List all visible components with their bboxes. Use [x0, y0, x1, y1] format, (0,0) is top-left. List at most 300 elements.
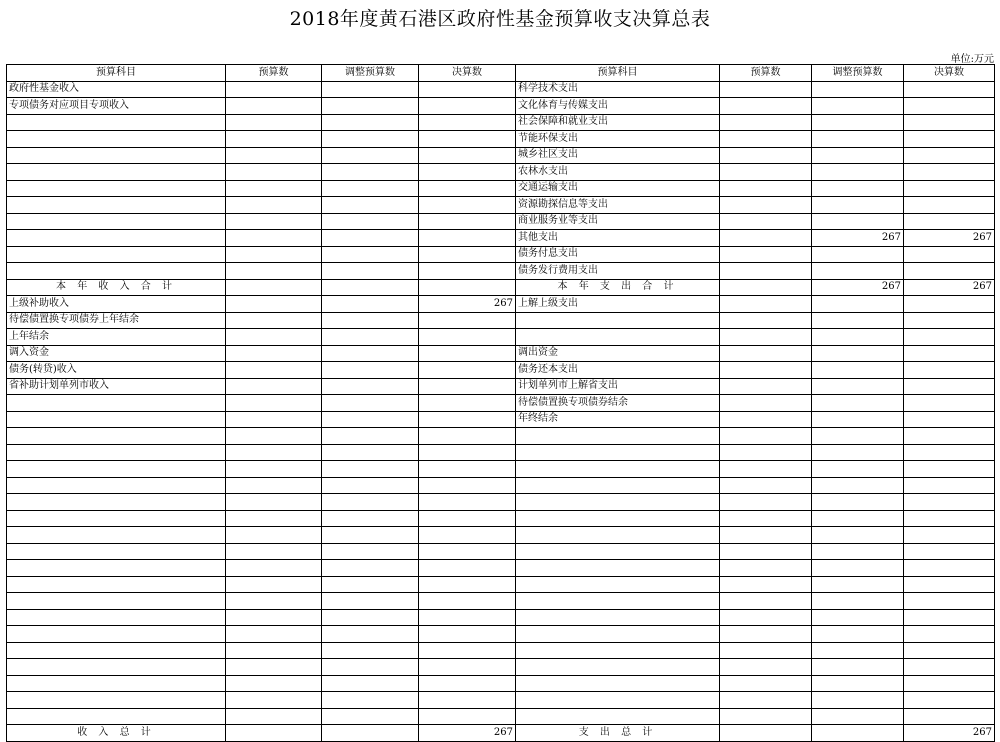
cell-income-adjusted	[322, 230, 419, 247]
cell-expense-final	[904, 114, 995, 131]
cell-expense-final	[904, 263, 995, 280]
cell-income-budget	[226, 147, 322, 164]
table-row	[7, 246, 995, 263]
cell-expense-subject	[516, 444, 720, 461]
cell-income-adjusted	[322, 626, 419, 643]
cell-income-budget	[226, 494, 322, 511]
cell-income-adjusted	[322, 147, 419, 164]
cell-expense-adjusted	[812, 362, 904, 379]
cell-expense-final	[904, 147, 995, 164]
cell-income-budget	[226, 164, 322, 181]
table-row	[7, 296, 995, 313]
cell-income-final	[419, 246, 516, 263]
cell-expense-adjusted	[812, 296, 904, 313]
cell-expense-adjusted: 267	[812, 230, 904, 247]
cell-expense-adjusted	[812, 510, 904, 527]
cell-income-subject	[7, 164, 226, 181]
table-row	[7, 279, 995, 296]
cell-income-budget	[226, 279, 322, 296]
header-expense-adjusted: 调整预算数	[812, 65, 904, 82]
header-income-subject: 预算科目	[7, 65, 226, 82]
cell-income-budget	[226, 197, 322, 214]
cell-income-adjusted	[322, 527, 419, 544]
header-row	[7, 65, 995, 82]
cell-income-final	[419, 560, 516, 577]
table-row	[7, 543, 995, 560]
cell-expense-final	[904, 329, 995, 346]
cell-expense-subject	[516, 593, 720, 610]
cell-income-final	[419, 395, 516, 412]
cell-income-adjusted	[322, 362, 419, 379]
cell-expense-adjusted	[812, 131, 904, 148]
table-row	[7, 675, 995, 692]
cell-expense-adjusted	[812, 593, 904, 610]
cell-income-adjusted	[322, 461, 419, 478]
cell-expense-subject	[516, 659, 720, 676]
cell-expense-budget	[720, 164, 812, 181]
cell-income-final	[419, 527, 516, 544]
cell-expense-adjusted	[812, 494, 904, 511]
cell-income-adjusted	[322, 246, 419, 263]
cell-expense-subject	[516, 708, 720, 725]
cell-income-budget	[226, 230, 322, 247]
cell-income-budget	[226, 576, 322, 593]
cell-income-budget	[226, 312, 322, 329]
cell-income-final	[419, 378, 516, 395]
cell-income-subject	[7, 708, 226, 725]
cell-income-adjusted	[322, 180, 419, 197]
cell-income-subject	[7, 659, 226, 676]
cell-income-adjusted	[322, 395, 419, 412]
cell-expense-adjusted	[812, 477, 904, 494]
cell-expense-budget	[720, 560, 812, 577]
cell-income-budget	[226, 725, 322, 742]
table-row	[7, 81, 995, 98]
table-row	[7, 213, 995, 230]
cell-income-subject	[7, 642, 226, 659]
cell-expense-budget	[720, 197, 812, 214]
cell-income-subject	[7, 692, 226, 709]
table-row	[7, 593, 995, 610]
budget-table	[6, 64, 995, 742]
cell-expense-subject	[516, 312, 720, 329]
cell-expense-final	[904, 560, 995, 577]
cell-expense-final	[904, 692, 995, 709]
cell-expense-final	[904, 411, 995, 428]
cell-income-budget	[226, 378, 322, 395]
cell-income-final	[419, 642, 516, 659]
cell-expense-adjusted	[812, 213, 904, 230]
cell-income-budget	[226, 692, 322, 709]
cell-expense-final	[904, 378, 995, 395]
cell-expense-final	[904, 444, 995, 461]
cell-income-budget	[226, 246, 322, 263]
table-row	[7, 642, 995, 659]
cell-income-adjusted	[322, 197, 419, 214]
cell-expense-budget	[720, 329, 812, 346]
cell-income-subject: 省补助计划单列市收入	[7, 378, 226, 395]
cell-expense-adjusted	[812, 98, 904, 115]
cell-expense-subject	[516, 461, 720, 478]
cell-income-final	[419, 147, 516, 164]
cell-expense-adjusted	[812, 81, 904, 98]
cell-income-final	[419, 279, 516, 296]
cell-expense-budget	[720, 411, 812, 428]
cell-expense-adjusted: 267	[812, 279, 904, 296]
cell-expense-adjusted	[812, 378, 904, 395]
cell-income-subject: 收 入 总 计	[7, 725, 226, 742]
cell-income-final	[419, 444, 516, 461]
cell-income-adjusted	[322, 213, 419, 230]
cell-income-subject	[7, 461, 226, 478]
table-row	[7, 164, 995, 181]
cell-expense-budget	[720, 494, 812, 511]
cell-expense-budget	[720, 428, 812, 445]
cell-income-subject	[7, 560, 226, 577]
cell-expense-adjusted	[812, 164, 904, 181]
cell-income-budget	[226, 560, 322, 577]
cell-income-final	[419, 510, 516, 527]
cell-expense-adjusted	[812, 246, 904, 263]
cell-income-budget	[226, 98, 322, 115]
cell-income-final	[419, 230, 516, 247]
cell-income-budget	[226, 708, 322, 725]
cell-income-adjusted	[322, 279, 419, 296]
cell-expense-budget	[720, 279, 812, 296]
cell-expense-subject: 农林水支出	[516, 164, 720, 181]
cell-expense-budget	[720, 378, 812, 395]
cell-expense-final	[904, 296, 995, 313]
cell-income-subject	[7, 180, 226, 197]
cell-income-final	[419, 593, 516, 610]
cell-income-budget	[226, 263, 322, 280]
cell-expense-final	[904, 510, 995, 527]
cell-income-subject	[7, 213, 226, 230]
cell-income-final	[419, 411, 516, 428]
table-row	[7, 477, 995, 494]
cell-income-adjusted	[322, 576, 419, 593]
cell-income-adjusted	[322, 510, 419, 527]
cell-income-final	[419, 345, 516, 362]
cell-expense-adjusted	[812, 659, 904, 676]
cell-expense-subject: 计划单列市上解省支出	[516, 378, 720, 395]
cell-income-budget	[226, 395, 322, 412]
cell-expense-subject	[516, 675, 720, 692]
cell-income-adjusted	[322, 131, 419, 148]
cell-income-adjusted	[322, 428, 419, 445]
cell-income-final	[419, 543, 516, 560]
cell-income-final	[419, 164, 516, 181]
cell-income-adjusted	[322, 725, 419, 742]
cell-expense-subject	[516, 510, 720, 527]
cell-income-final	[419, 362, 516, 379]
cell-expense-budget	[720, 543, 812, 560]
cell-income-budget	[226, 527, 322, 544]
cell-income-adjusted	[322, 708, 419, 725]
cell-income-subject	[7, 246, 226, 263]
table-row	[7, 626, 995, 643]
cell-expense-adjusted	[812, 197, 904, 214]
cell-income-adjusted	[322, 609, 419, 626]
cell-expense-subject	[516, 527, 720, 544]
cell-income-subject: 上年结余	[7, 329, 226, 346]
cell-income-adjusted	[322, 560, 419, 577]
cell-income-adjusted	[322, 81, 419, 98]
cell-expense-final	[904, 642, 995, 659]
cell-expense-subject: 节能环保支出	[516, 131, 720, 148]
cell-expense-budget	[720, 345, 812, 362]
cell-income-final	[419, 477, 516, 494]
cell-expense-adjusted	[812, 395, 904, 412]
cell-income-subject	[7, 675, 226, 692]
cell-expense-final	[904, 477, 995, 494]
table-row	[7, 197, 995, 214]
cell-income-final	[419, 675, 516, 692]
cell-income-subject	[7, 428, 226, 445]
cell-income-subject: 政府性基金收入	[7, 81, 226, 98]
cell-expense-budget	[720, 461, 812, 478]
cell-income-final	[419, 263, 516, 280]
table-row	[7, 98, 995, 115]
table-row	[7, 263, 995, 280]
table-row	[7, 180, 995, 197]
cell-income-adjusted	[322, 114, 419, 131]
table-row	[7, 725, 995, 742]
cell-income-subject	[7, 263, 226, 280]
cell-income-budget	[226, 659, 322, 676]
cell-income-final: 267	[419, 296, 516, 313]
cell-income-subject	[7, 626, 226, 643]
cell-expense-subject	[516, 428, 720, 445]
cell-expense-budget	[720, 527, 812, 544]
cell-expense-budget	[720, 395, 812, 412]
cell-expense-budget	[720, 692, 812, 709]
cell-income-final	[419, 98, 516, 115]
cell-income-final	[419, 114, 516, 131]
cell-expense-budget	[720, 263, 812, 280]
cell-expense-budget	[720, 246, 812, 263]
cell-expense-final	[904, 626, 995, 643]
page-title: 2018年度黄石港区政府性基金预算收支决算总表	[289, 8, 711, 30]
cell-expense-final	[904, 131, 995, 148]
cell-income-subject	[7, 527, 226, 544]
cell-income-budget	[226, 114, 322, 131]
table-row	[7, 692, 995, 709]
cell-income-budget	[226, 461, 322, 478]
header-expense-final: 决算数	[904, 65, 995, 82]
cell-expense-final	[904, 98, 995, 115]
cell-income-budget	[226, 296, 322, 313]
cell-expense-budget	[720, 708, 812, 725]
cell-income-budget	[226, 477, 322, 494]
cell-expense-adjusted	[812, 560, 904, 577]
cell-income-adjusted	[322, 543, 419, 560]
cell-income-final	[419, 494, 516, 511]
table-row	[7, 510, 995, 527]
cell-income-final	[419, 329, 516, 346]
table-row	[7, 131, 995, 148]
table-row	[7, 659, 995, 676]
cell-expense-subject	[516, 576, 720, 593]
cell-income-adjusted	[322, 329, 419, 346]
cell-income-adjusted	[322, 411, 419, 428]
cell-income-adjusted	[322, 345, 419, 362]
cell-expense-budget	[720, 659, 812, 676]
cell-income-subject: 上级补助收入	[7, 296, 226, 313]
cell-income-subject: 待偿债置换专项债券上年结余	[7, 312, 226, 329]
cell-expense-final	[904, 246, 995, 263]
cell-expense-adjusted	[812, 543, 904, 560]
cell-income-subject: 债务(转贷)收入	[7, 362, 226, 379]
cell-income-subject: 调入资金	[7, 345, 226, 362]
cell-expense-subject: 债务发行费用支出	[516, 263, 720, 280]
cell-expense-final	[904, 81, 995, 98]
cell-expense-adjusted	[812, 527, 904, 544]
cell-expense-adjusted	[812, 675, 904, 692]
cell-expense-budget	[720, 114, 812, 131]
table-row	[7, 444, 995, 461]
cell-income-final	[419, 131, 516, 148]
table-row	[7, 147, 995, 164]
cell-expense-budget	[720, 312, 812, 329]
cell-expense-subject	[516, 609, 720, 626]
cell-income-adjusted	[322, 675, 419, 692]
cell-expense-adjusted	[812, 444, 904, 461]
table-row	[7, 114, 995, 131]
table-row	[7, 395, 995, 412]
cell-expense-subject: 债务还本支出	[516, 362, 720, 379]
cell-income-budget	[226, 510, 322, 527]
cell-income-subject: 本 年 收 入 合 计	[7, 279, 226, 296]
cell-income-subject	[7, 131, 226, 148]
cell-income-final	[419, 180, 516, 197]
cell-income-final	[419, 213, 516, 230]
table-row	[7, 411, 995, 428]
cell-expense-budget	[720, 642, 812, 659]
cell-expense-adjusted	[812, 692, 904, 709]
cell-expense-budget	[720, 477, 812, 494]
cell-income-subject	[7, 147, 226, 164]
cell-expense-final	[904, 395, 995, 412]
cell-income-adjusted	[322, 296, 419, 313]
cell-expense-budget	[720, 576, 812, 593]
cell-expense-final	[904, 312, 995, 329]
cell-expense-subject: 调出资金	[516, 345, 720, 362]
cell-income-final	[419, 626, 516, 643]
cell-expense-subject: 本 年 支 出 合 计	[516, 279, 720, 296]
cell-expense-subject: 城乡社区支出	[516, 147, 720, 164]
cell-expense-budget	[720, 444, 812, 461]
cell-expense-budget	[720, 147, 812, 164]
cell-expense-adjusted	[812, 329, 904, 346]
table-row	[7, 428, 995, 445]
cell-expense-subject	[516, 560, 720, 577]
table-row	[7, 560, 995, 577]
cell-income-final	[419, 609, 516, 626]
cell-income-adjusted	[322, 98, 419, 115]
cell-income-final	[419, 197, 516, 214]
cell-income-adjusted	[322, 494, 419, 511]
table-row	[7, 378, 995, 395]
cell-expense-subject	[516, 494, 720, 511]
cell-expense-final	[904, 362, 995, 379]
cell-income-budget	[226, 593, 322, 610]
cell-income-adjusted	[322, 477, 419, 494]
cell-income-adjusted	[322, 312, 419, 329]
cell-expense-subject: 社会保障和就业支出	[516, 114, 720, 131]
cell-expense-subject	[516, 543, 720, 560]
cell-income-final	[419, 659, 516, 676]
cell-expense-final	[904, 543, 995, 560]
cell-expense-budget	[720, 180, 812, 197]
cell-income-subject	[7, 477, 226, 494]
cell-income-subject	[7, 395, 226, 412]
cell-income-budget	[226, 81, 322, 98]
cell-expense-budget	[720, 230, 812, 247]
cell-expense-subject: 债务付息支出	[516, 246, 720, 263]
cell-income-budget	[226, 213, 322, 230]
cell-income-budget	[226, 411, 322, 428]
cell-expense-final	[904, 494, 995, 511]
cell-expense-subject	[516, 692, 720, 709]
table-row	[7, 345, 995, 362]
cell-income-adjusted	[322, 263, 419, 280]
cell-expense-adjusted	[812, 609, 904, 626]
cell-expense-subject: 其他支出	[516, 230, 720, 247]
cell-expense-budget	[720, 675, 812, 692]
table-body	[7, 81, 995, 741]
cell-income-final	[419, 692, 516, 709]
cell-expense-subject	[516, 642, 720, 659]
cell-expense-final	[904, 461, 995, 478]
cell-expense-budget	[720, 593, 812, 610]
cell-income-subject	[7, 593, 226, 610]
cell-income-budget	[226, 543, 322, 560]
cell-income-adjusted	[322, 593, 419, 610]
cell-expense-final	[904, 576, 995, 593]
cell-expense-adjusted	[812, 626, 904, 643]
cell-expense-subject: 科学技术支出	[516, 81, 720, 98]
cell-income-final	[419, 461, 516, 478]
cell-income-final	[419, 576, 516, 593]
cell-expense-adjusted	[812, 147, 904, 164]
cell-income-adjusted	[322, 378, 419, 395]
cell-income-final: 267	[419, 725, 516, 742]
table-row	[7, 708, 995, 725]
cell-expense-subject: 支 出 总 计	[516, 725, 720, 742]
cell-expense-adjusted	[812, 345, 904, 362]
cell-income-subject	[7, 444, 226, 461]
cell-expense-adjusted	[812, 312, 904, 329]
cell-expense-budget	[720, 510, 812, 527]
cell-expense-final	[904, 180, 995, 197]
cell-expense-final	[904, 609, 995, 626]
cell-expense-adjusted	[812, 708, 904, 725]
cell-income-adjusted	[322, 444, 419, 461]
cell-expense-budget	[720, 296, 812, 313]
cell-expense-final	[904, 164, 995, 181]
table-row	[7, 576, 995, 593]
cell-expense-budget	[720, 213, 812, 230]
cell-income-subject	[7, 411, 226, 428]
cell-expense-budget	[720, 626, 812, 643]
cell-expense-final	[904, 593, 995, 610]
cell-expense-adjusted	[812, 642, 904, 659]
cell-expense-adjusted	[812, 576, 904, 593]
cell-income-final	[419, 428, 516, 445]
cell-income-subject	[7, 114, 226, 131]
cell-income-budget	[226, 362, 322, 379]
